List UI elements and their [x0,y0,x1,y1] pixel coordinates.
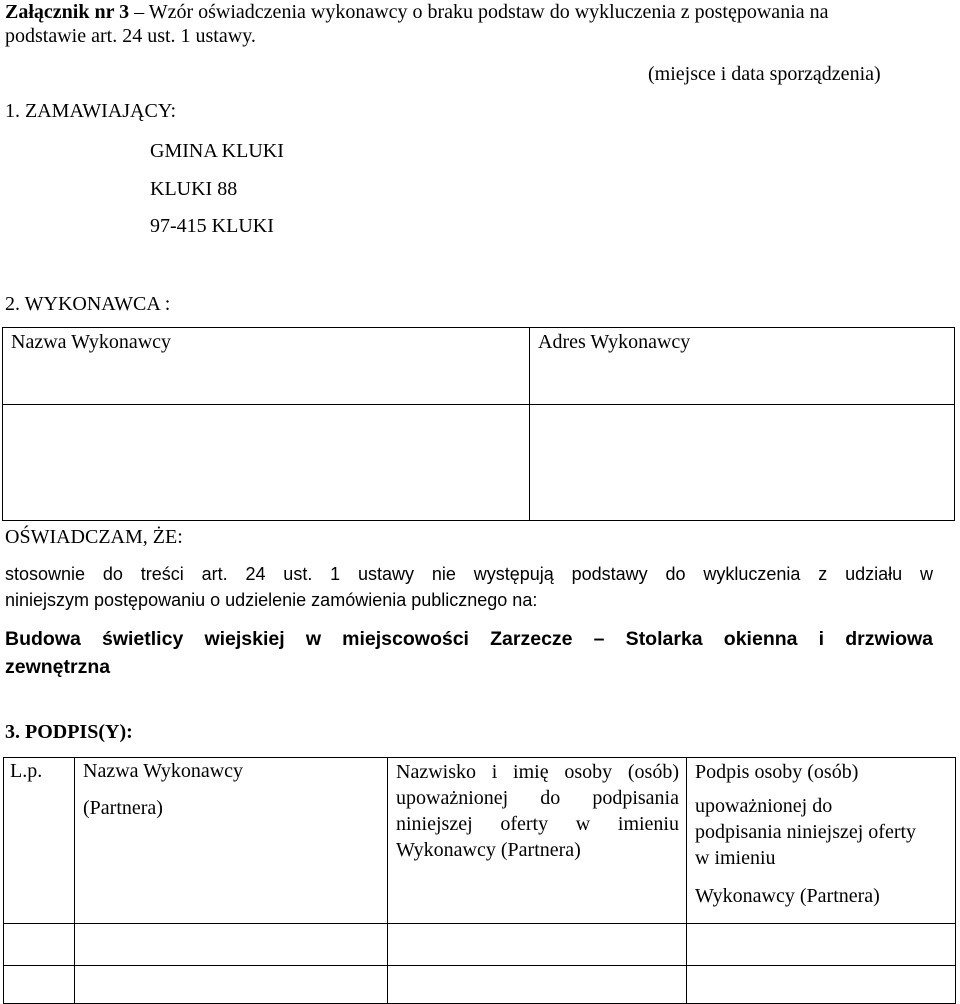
project-title-line2: zewnętrzna [5,656,111,678]
declaration-text-line2: niniejszym postępowaniu o udzielenie zamówienia publicznego na: [5,590,538,610]
document-title-line2: podstawie art. 24 ust. 1 ustawy. [5,25,256,47]
attachment-description: – Wzór oświadczenia wykonawcy o braku podstaw do wykluczenia z postępowania na [129,1,829,23]
name-cell[interactable] [75,966,388,1004]
contractor-address-header [530,328,955,405]
section1-heading: 1. ZAMAWIAJĄCY: [5,100,176,122]
contractor-name-header [3,328,530,405]
lp-cell[interactable] [4,966,75,1004]
lp-label: L.p. [10,760,43,782]
signature-header-line5: Wykonawcy (Partnera) [695,885,880,907]
person-header-line4: Wykonawcy (Partnera) [396,839,581,861]
lp-header [4,758,75,924]
project-title-line1: Budowa świetlicy wiejskiej w miejscowości Zarzecze – Stolarka okienna i drzwiowa [5,628,933,650]
name-header-line1: Nazwa Wykonawcy [83,760,244,782]
signature-table [3,757,956,1004]
contractor-name-label: Nazwa Wykonawcy [11,331,172,353]
section3-heading: 3. PODPIS(Y): [5,721,133,743]
person-header-line2: upoważnionej do podpisania [396,787,679,809]
name-header-line2: (Partnera) [83,797,163,819]
name-cell[interactable] [75,924,388,966]
document-title [5,0,950,24]
section2-heading: 2. WYKONAWCA : [5,293,171,315]
declaration-heading: OŚWIADCZAM, ŻE: [5,526,183,548]
signature-cell[interactable] [687,966,956,1004]
person-header-line3: niniejszej oferty w imieniu [396,813,679,835]
ordering-party-postcode: 97-415 KLUKI [150,215,274,237]
attachment-number: Załącznik nr 3 [5,1,130,23]
signature-header-line1: Podpis osoby (osób) [695,761,859,783]
lp-cell[interactable] [4,924,75,966]
declaration-text-line1: stosownie do treści art. 24 ust. 1 ustawy nie występują podstawy do wykluczenia z udziału w [5,564,933,584]
signature-header [687,758,956,924]
name-header [75,758,388,924]
ordering-party-address: KLUKI 88 [150,178,238,200]
person-cell[interactable] [388,966,687,1004]
ordering-party-name: GMINA KLUKI [150,140,284,162]
place-and-date: (miejsce i data sporządzenia) [648,63,881,85]
person-header-line1: Nazwisko i imię osoby (osób) [396,761,679,783]
signature-header-line3: podpisania niniejszej oferty [695,821,917,843]
signature-header-line4: w imieniu [695,847,776,869]
contractor-name-field[interactable] [3,405,530,521]
signature-cell[interactable] [687,924,956,966]
contractor-address-label: Adres Wykonawcy [538,331,691,353]
signature-header-line2: upoważnionej do [695,795,833,817]
contractor-table [2,327,955,521]
contractor-address-field[interactable] [530,405,955,521]
person-cell[interactable] [388,924,687,966]
person-header [388,758,687,924]
